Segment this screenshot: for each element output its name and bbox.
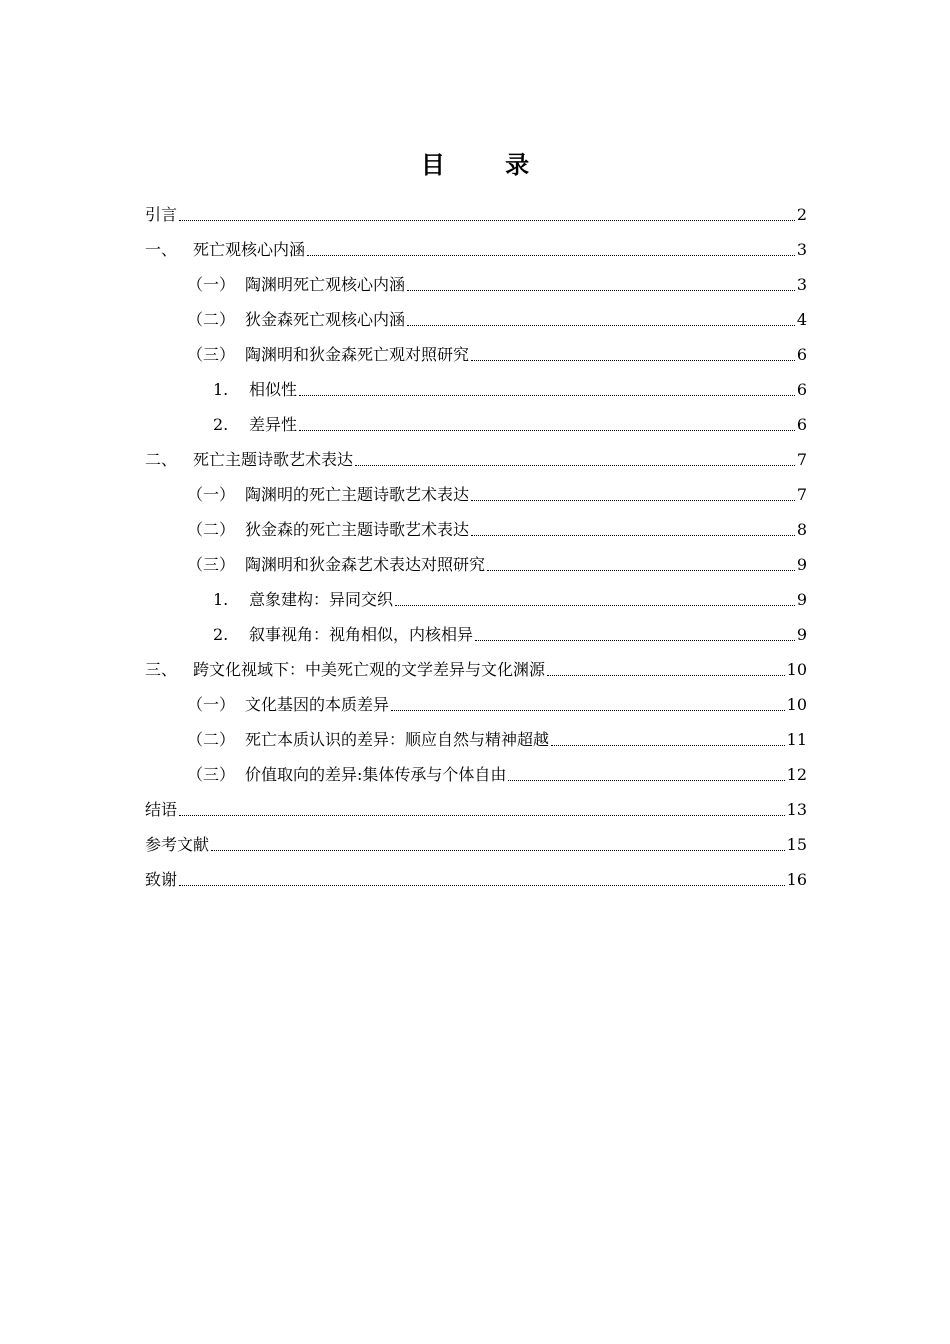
toc-entry-number: （一） [187,485,236,504]
toc-entry-page-number: 13 [786,800,807,819]
toc-entry-number: （二） [187,310,236,329]
toc-entry-page-number: 2 [796,205,807,224]
toc-entry-label: 跨文化视域下：中美死亡观的文学差异与文化渊源 [193,660,546,679]
toc-entry-page-number: 12 [786,765,807,784]
dot-leader [307,255,795,256]
toc-entry-page-number: 11 [786,730,807,749]
toc-entry-label: 死亡本质认识的差异：顺应自然与精神超越 [245,730,550,749]
toc-entry-label: 差异性 [249,415,298,434]
toc-entry-page-number: 7 [796,450,807,469]
dot-leader [551,745,785,746]
dot-leader [299,395,795,396]
toc-entry-label: 陶渊明死亡观核心内涵 [245,275,406,294]
toc-entry-page-number: 6 [796,345,807,364]
toc-entry-label: 叙事视角：视角相似，内核相异 [249,625,474,644]
dot-leader [391,710,785,711]
toc-entry-number: 2. [213,625,229,644]
dot-leader [407,325,795,326]
toc-entry[interactable] [145,616,807,651]
toc-entry-label: 意象建构：异同交织 [249,590,394,609]
toc-entry-number: （三） [187,345,236,364]
toc-entry-label: 引言 [145,205,178,224]
toc-entry-number: 1. [213,380,229,399]
toc-entry-number: 三、 [145,660,178,679]
dot-leader [395,605,795,606]
toc-entry[interactable] [145,651,807,686]
toc-entry-label: 参考文献 [145,835,210,854]
toc-entry[interactable] [145,406,807,441]
toc-entry[interactable] [145,196,807,231]
toc-entry-number: （一） [187,695,236,714]
toc-entry[interactable] [145,476,807,511]
toc-entry-page-number: 9 [796,625,807,644]
dot-leader [355,465,795,466]
dot-leader [547,675,785,676]
toc-entry-page-number: 6 [796,415,807,434]
toc-entry[interactable] [145,861,807,896]
dot-leader [471,360,795,361]
toc-entry[interactable] [145,441,807,476]
toc-entry-number: 二、 [145,450,178,469]
toc-entry-number: （二） [187,520,236,539]
toc-entry-label: 致谢 [145,870,178,889]
toc-entry-page-number: 9 [796,590,807,609]
toc-entry[interactable] [145,511,807,546]
toc-entry-label: 价值取向的差异:集体传承与个体自由 [245,765,507,784]
toc-entry-number: 1. [213,590,229,609]
toc-entry-label: 陶渊明和狄金森艺术表达对照研究 [245,555,486,574]
toc-entry[interactable] [145,546,807,581]
toc-entry[interactable] [145,686,807,721]
dot-leader [179,885,785,886]
toc-entry-label: 结语 [145,800,178,819]
toc-entry-label: 陶渊明的死亡主题诗歌艺术表达 [245,485,470,504]
toc-entry-page-number: 7 [796,485,807,504]
toc-entry-label: 相似性 [249,380,298,399]
dot-leader [179,815,785,816]
toc-entry[interactable] [145,336,807,371]
toc-entry[interactable] [145,266,807,301]
toc-entry-label: 死亡观核心内涵 [193,240,306,259]
toc-entry-page-number: 10 [786,695,807,714]
toc-entry[interactable] [145,826,807,861]
toc-entry-number: （一） [187,275,236,294]
toc-entry-page-number: 8 [796,520,807,539]
toc-entry-label: 陶渊明和狄金森死亡观对照研究 [245,345,470,364]
toc-title: 目 录 [420,151,556,179]
toc-entry-page-number: 3 [796,240,807,259]
toc-entry-label: 文化基因的本质差异 [245,695,390,714]
toc-entry-page-number: 10 [786,660,807,679]
toc-entry-number: （三） [187,555,236,574]
toc-entry[interactable] [145,371,807,406]
toc-entry[interactable] [145,791,807,826]
toc-entry[interactable] [145,301,807,336]
dot-leader [487,570,795,571]
toc-entry-page-number: 9 [796,555,807,574]
toc-entry-number: （三） [187,765,236,784]
toc-entry-page-number: 6 [796,380,807,399]
dot-leader [508,780,784,781]
toc-entry-number: （二） [187,730,236,749]
toc-entry[interactable] [145,756,807,791]
dot-leader [179,220,795,221]
toc-entry-page-number: 3 [796,275,807,294]
toc-entry[interactable] [145,581,807,616]
toc-entry-label: 狄金森的死亡主题诗歌艺术表达 [245,520,470,539]
toc-entry[interactable] [145,231,807,266]
dot-leader [299,430,795,431]
toc-entry-label: 狄金森死亡观核心内涵 [245,310,406,329]
dot-leader [475,640,795,641]
toc-entry-page-number: 4 [796,310,807,329]
dot-leader [471,535,795,536]
toc-entry[interactable] [145,721,807,756]
dot-leader [407,290,795,291]
toc-entry-number: 一、 [145,240,178,259]
dot-leader [471,500,795,501]
table-of-contents [145,196,807,896]
toc-entry-label: 死亡主题诗歌艺术表达 [193,450,354,469]
toc-entry-page-number: 16 [786,870,807,889]
toc-entry-page-number: 15 [786,835,807,854]
dot-leader [211,850,785,851]
toc-entry-number: 2. [213,415,229,434]
